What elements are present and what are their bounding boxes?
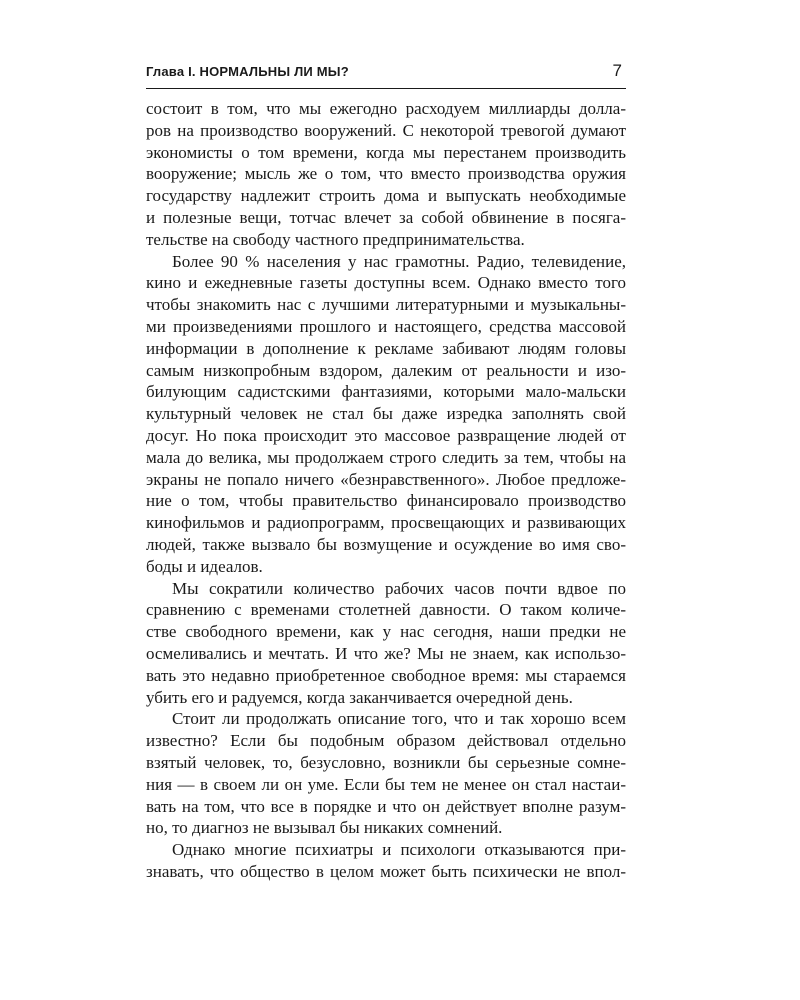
text-line: экраны не попало ничего «безнравственного». Любое предложе-: [146, 469, 626, 489]
page-number: 7: [612, 61, 622, 80]
page-header: [146, 62, 626, 89]
text-line: но, то диагноз не вызывал бы никаких сомнений.: [146, 818, 503, 838]
text-line: мала до велика, мы продолжаем строго следить за тем, чтобы на: [146, 447, 626, 467]
text-line: ние о том, чтобы правительство финансировало производство: [146, 491, 626, 511]
text-line: билующим садистскими фантазиями, которыми мало-мальски: [146, 382, 626, 402]
text-line: культурный человек не стал бы даже изредка заполнять свой: [146, 404, 626, 424]
text-line: сравнению с временами столетней давности. О таком количе-: [146, 600, 626, 620]
text-line: кинофильмов и радиопрограмм, просвещающих и развивающих: [146, 513, 626, 533]
text-line: состоит в том, что мы ежегодно расходуем миллиарды долла-: [146, 99, 626, 118]
text-line: досуг. Но пока происходит это массовое развращение людей от: [146, 425, 626, 445]
text-line: Мы сократили количество рабочих часов почти вдвое по: [172, 578, 626, 598]
body-text: [146, 98, 626, 883]
text-line: вать это недавно приобретенное свободное время: мы стараемся: [146, 665, 626, 685]
text-line: чтобы знакомить нас с лучшими литературными и музыкальны-: [146, 295, 626, 315]
text-line: самым низкопробным вздором, далеким от реальности и изо-: [146, 360, 626, 380]
text-line: осмеливались и мечтать. И что же? Мы не знаем, как использо-: [146, 643, 626, 663]
text-line: известно? Если бы подобным образом действовал отдельно: [146, 731, 626, 751]
text-line: государству надлежит строить дома и выпускать необходимые: [146, 186, 626, 206]
text-line: людей, также вызвало бы возмущение и осуждение во имя сво-: [146, 534, 626, 554]
text-line: ров на производство вооружений. С некоторой тревогой думают: [146, 120, 626, 140]
text-line: вооружение; мысль же о том, что вместо производства оружия: [146, 164, 626, 184]
text-line: вать на том, что все в порядке и что он действует вполне разум-: [146, 796, 626, 816]
text-line: Однако многие психиатры и психологи отказываются при-: [172, 840, 626, 860]
text-line: ми произведениями прошлого и настоящего, средства массовой: [146, 316, 626, 336]
text-line: взятый человек, то, безусловно, возникли бы серьезные сомне-: [146, 752, 626, 772]
text-line: Более 90 % населения у нас грамотны. Радио, телевидение,: [172, 251, 626, 271]
running-head: Глава I. НОРМАЛЬНЫ ЛИ МЫ?: [146, 64, 349, 79]
text-line: стве свободного времени, как у нас сегодня, наши предки не: [146, 622, 626, 642]
text-line: и полезные вещи, тотчас влечет за собой обвинение в посяга-: [146, 207, 626, 227]
text-line: боды и идеалов.: [146, 556, 263, 576]
text-line: знавать, что общество в целом может быть психически не впол-: [146, 861, 626, 881]
text-line: экономисты о том времени, когда мы перестанем производить: [146, 142, 626, 162]
text-line: Стоит ли продолжать описание того, что и так хорошо всем: [172, 709, 626, 729]
text-line: ния — в своем ли он уме. Если бы тем не менее он стал настаи-: [146, 774, 626, 794]
text-line: кино и ежедневные газеты доступны всем. Однако вместо того: [146, 273, 626, 293]
text-line: убить его и радуемся, когда заканчивается очередной день.: [146, 687, 573, 707]
text-line: тельстве на свободу частного предпринимательства.: [146, 229, 525, 249]
text-line: информации в дополнение к рекламе забивают людям головы: [146, 338, 626, 358]
